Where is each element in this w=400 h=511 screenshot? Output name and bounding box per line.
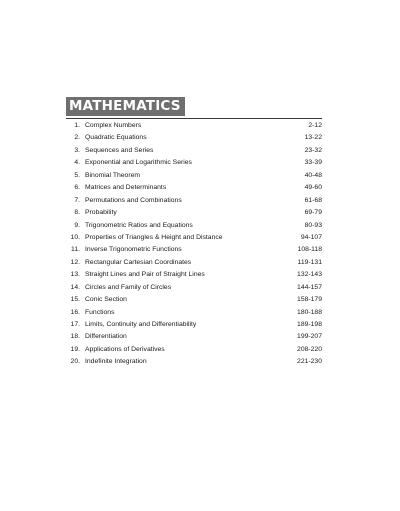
entry-number: 18. [70, 333, 80, 341]
entry-title: Sequences and Series [85, 146, 154, 154]
entry-number: 6. [74, 184, 80, 192]
entry-number: 2. [74, 134, 80, 142]
entry-number: 1. [74, 122, 80, 129]
toc-entry [66, 294, 322, 306]
entry-pages: 13-22 [304, 134, 322, 142]
entry-title: Rectangular Cartesian Coordinates [85, 258, 192, 266]
toc-entry [66, 132, 322, 144]
entry-pages: 221-230 [297, 358, 322, 366]
entry-pages: 94-107 [300, 233, 322, 241]
toc-entry [66, 220, 322, 232]
toc-entry [66, 195, 322, 207]
entry-number: 10. [70, 233, 80, 241]
toc-entry [66, 307, 322, 319]
entry-pages: 108-118 [297, 246, 322, 254]
entry-title: Probability [85, 209, 117, 217]
toc-entry [66, 145, 322, 157]
entry-pages: 49-60 [304, 184, 322, 192]
entry-title: Applications of Derivatives [85, 345, 165, 353]
entry-number: 3. [74, 146, 80, 154]
toc-entry [66, 157, 322, 169]
entry-title: Quadratic Equations [85, 134, 147, 142]
toc-entry [66, 207, 322, 219]
entry-number: 17. [70, 321, 80, 328]
entry-number: 16. [70, 308, 80, 316]
entry-title: Indefinite Integration [85, 358, 147, 366]
entry-pages: 33-39 [304, 159, 322, 167]
toc-entry [66, 257, 322, 269]
entry-title: Complex Numbers [85, 122, 142, 129]
entry-title: Functions [85, 308, 115, 316]
entry-number: 7. [74, 196, 80, 204]
entry-number: 19. [70, 345, 80, 353]
toc-entry [66, 244, 322, 256]
entry-title: Matrices and Determinants [85, 184, 167, 192]
entry-title: Exponential and Logarithmic Series [85, 159, 192, 167]
toc-entry [66, 269, 322, 281]
entry-pages: 119-131 [297, 258, 322, 266]
toc-entry [66, 170, 322, 182]
toc-entry [66, 331, 322, 343]
entry-title: Inverse Trigonometric Functions [85, 246, 182, 254]
toc-entry [66, 120, 322, 132]
toc-entry [66, 356, 322, 368]
entry-title: Permutations and Combinations [85, 196, 182, 204]
entry-pages: 189-198 [297, 321, 322, 328]
entry-title: Straight Lines and Pair of Straight Lines [85, 271, 205, 279]
toc-entry [66, 282, 322, 294]
entry-pages: 61-68 [304, 196, 322, 204]
entry-number: 14. [70, 283, 80, 291]
entry-number: 15. [70, 296, 80, 304]
entry-number: 4. [74, 159, 80, 167]
entry-pages: 132-143 [297, 271, 322, 279]
entry-number: 5. [74, 171, 80, 179]
entry-pages: 80-93 [304, 221, 322, 229]
toc-entry [66, 344, 322, 356]
entry-pages: 208-220 [297, 345, 322, 353]
entry-pages: 158-179 [297, 296, 322, 304]
entry-number: 13. [70, 271, 80, 279]
table-of-contents [66, 118, 322, 369]
entry-pages: 69-79 [304, 209, 322, 217]
toc-entry [66, 232, 322, 244]
entry-number: 20. [70, 358, 80, 366]
entry-number: 9. [74, 221, 80, 229]
entry-title: Limits, Continuity and Differentiability [85, 321, 197, 328]
entry-pages: 180-188 [297, 308, 322, 316]
entry-pages: 199-207 [297, 333, 322, 341]
entry-pages: 40-48 [304, 171, 322, 179]
entry-number: 8. [74, 209, 80, 217]
entry-title: Binomial Theorem [85, 171, 141, 179]
entry-title: Trigonometric Ratios and Equations [85, 221, 193, 229]
entry-pages: 144-157 [297, 283, 322, 291]
entry-title: Properties of Triangles & Height and Distance [85, 233, 223, 241]
entry-title: Circles and Family of Circles [85, 283, 172, 291]
entry-pages: 2-12 [308, 122, 322, 129]
entry-title: Differentiation [85, 333, 127, 341]
entry-number: 12. [70, 258, 80, 266]
entry-title: Conic Section [85, 296, 127, 304]
toc-entry [66, 182, 322, 194]
toc-entry [66, 319, 322, 331]
entry-pages: 23-32 [304, 146, 322, 154]
entry-number: 11. [71, 246, 80, 254]
section-heading: MATHEMATICS [66, 97, 185, 116]
